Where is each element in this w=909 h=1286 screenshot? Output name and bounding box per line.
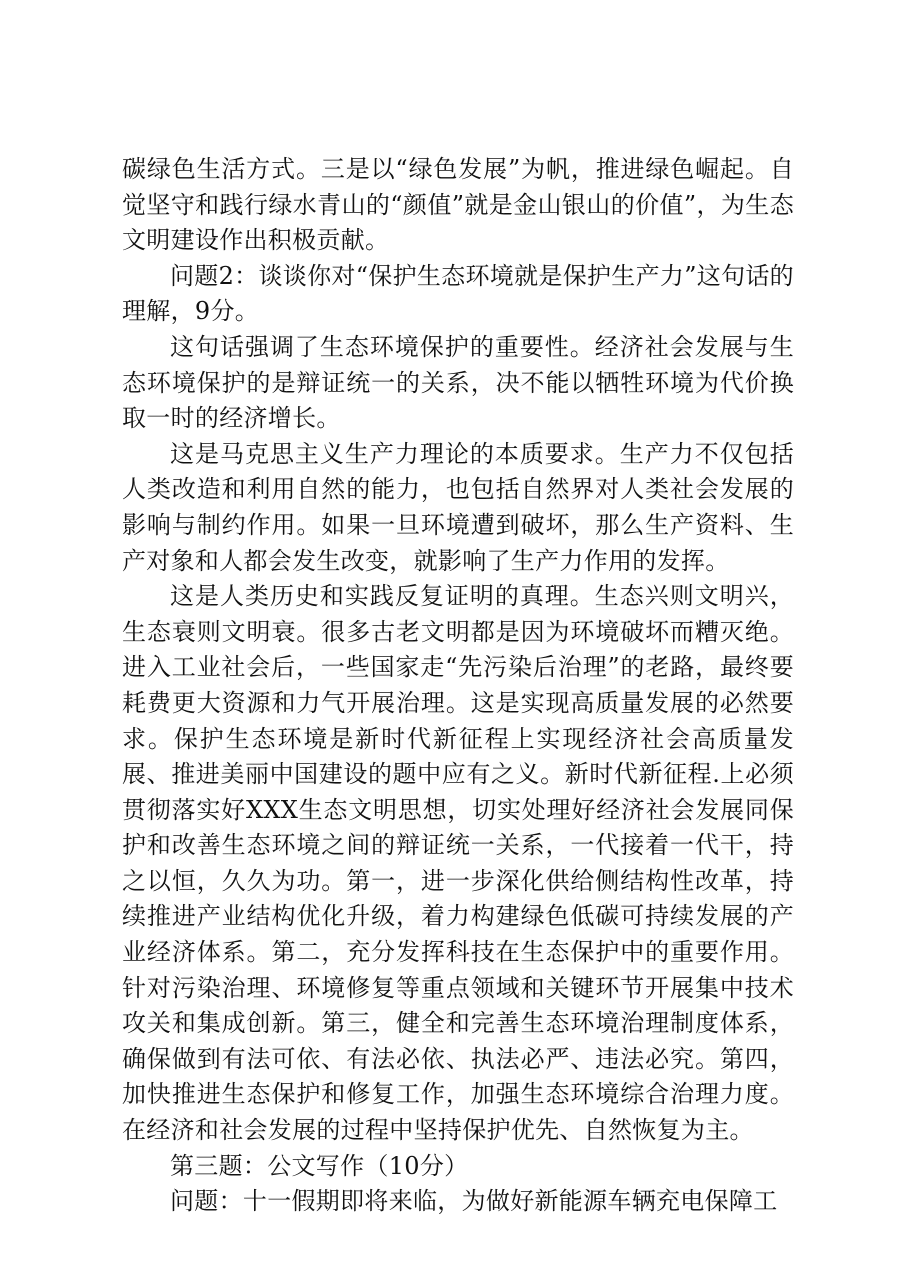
document-page xyxy=(122,152,794,1220)
paragraph-continuation: 碳绿色生活方式。三是以“绿色发展”为帆，推进绿色崛起。自觉坚守和践行绿水青山的“颜值”就是金山银山的价值”，为生态文明建设作出积极贡献。 xyxy=(122,155,794,255)
question-3-text: 问题：十一假期即将来临，为做好新能源车辆充电保障工 xyxy=(170,1187,778,1216)
question-2-heading: 问题2：谈谈你对“保护生态环境就是保护生产力”这句话的理解，9分。 xyxy=(122,261,794,326)
answer-paragraph-2: 这是马克思主义生产力理论的本质要求。生产力不仅包括人类改造和利用自然的能力，也包括自然界对人类社会发展的影响与制约作用。如果一旦环境遭到破坏，那么生产资料、生产对象和人都会发生改变，就影响了生产力作用的发挥。 xyxy=(122,439,794,575)
answer-paragraph-3: 这是人类历史和实践反复证明的真理。生态兴则文明兴，生态衰则文明衰。很多古老文明都是因为环境破坏而糟灭绝。进入工业社会后，一些国家走“先污染后治理”的老路，最终要耗费更大资源和力气开展治理。这是实现高质量发展的必然要求。保护生态环境是新时代新征程上实现经济社会高质量发展、推进美丽中国建设的题中应有之义。新时代新征程.上必须贯彻落实好XXX生态文明思想，切实处理好经济社会发展同保护和改善生态环境之间的辩证统一关系，一代接着一代干，持之以恒，久久为功。第一，进一步深化供给侧结构性改革，持续推进产业结构优化升级，着力构建绿色低碳可持续发展的产业经济体系。第二，充分发挥科技在生态保护中的重要作用。针对污染治理、环境修复等重点领域和关键环节开展集中技术攻关和集成创新。第三，健全和完善生态环境治理制度体系，确保做到有法可依、有法必依、执法必严、违法必究。第四，加快推进生态保护和修复工作，加强生态环境综合治理力度。在经济和社会发展的过程中坚持保护优先、自然恢复为主。 xyxy=(122,582,794,1145)
answer-paragraph-1: 这句话强调了生态环境保护的重要性。经济社会发展与生态环境保护的是辩证统一的关系，决不能以牺牲环境为代价换取一时的经济增长。 xyxy=(122,332,794,433)
section-3-heading: 第三题：公文写作（10分） xyxy=(170,1151,469,1180)
